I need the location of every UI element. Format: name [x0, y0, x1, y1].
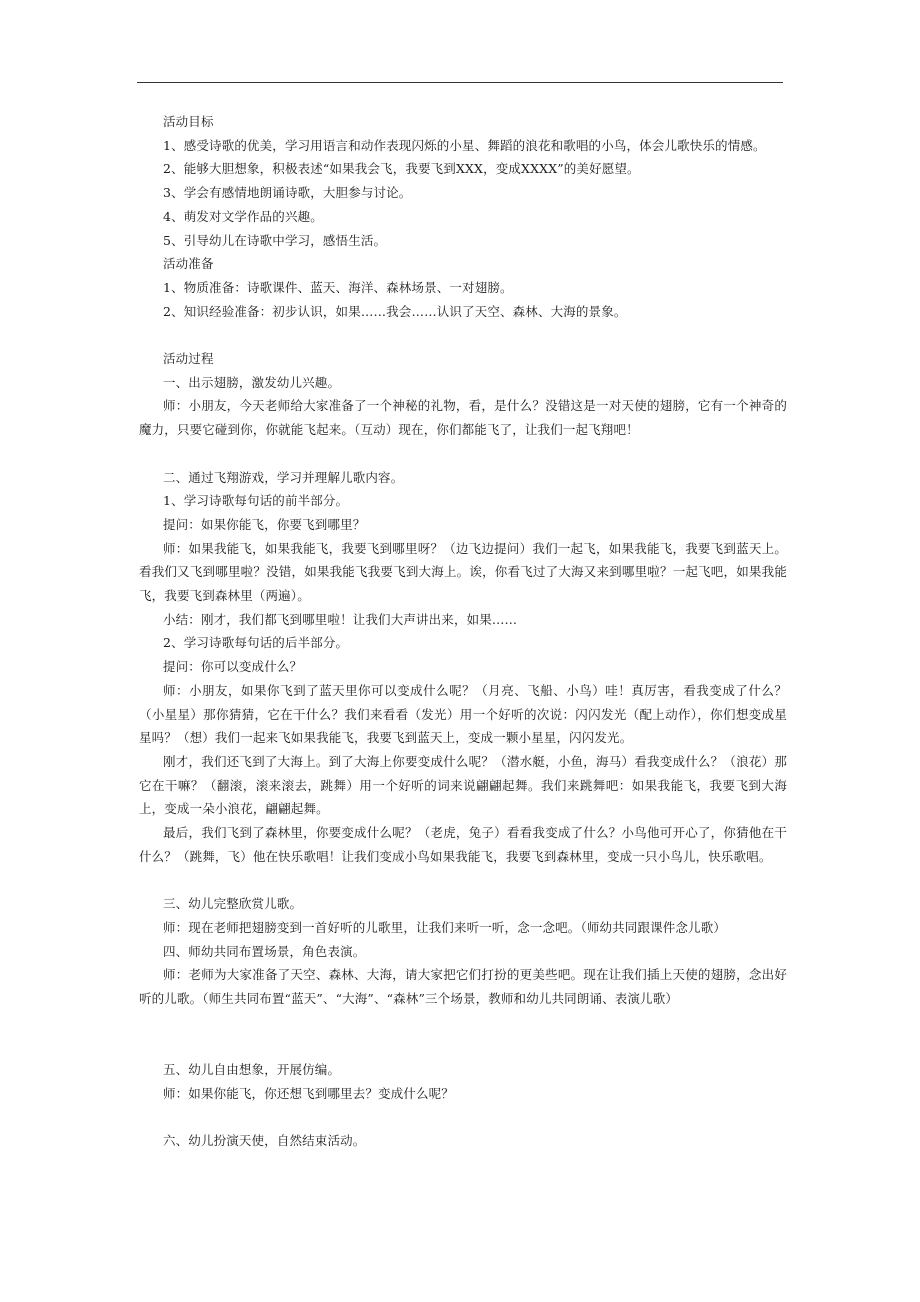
step1-title: 一、出示翅膀，激发幼儿兴趣。: [163, 374, 341, 390]
step4-title: 四、师幼共同布置场景，角色表演。: [163, 943, 366, 959]
process-heading: 活动过程: [163, 351, 214, 367]
goals-heading: 活动目标: [163, 114, 214, 129]
step3-title: 三、幼儿完整欣赏儿歌。: [163, 896, 303, 912]
step2-question1: 提问：如果你能飞，你要飞到哪里？: [163, 516, 366, 532]
prep-heading: 活动准备: [163, 256, 214, 272]
header-rule: [137, 82, 783, 83]
step1-paragraph: 师：小朋友，今天老师给大家准备了一个神秘的礼物，看，是什么？没错这是一对天使的翅膀，它有一个神奇的魔力，只要它碰到你，你就能飞起来。（互动）现在，你们都能飞了，让我们一起飞翔吧！: [139, 398, 787, 438]
prep-item-1: 1、物质准备：诗歌课件、蓝天、海洋、森林场景、一对翅膀。: [163, 279, 513, 295]
step4-paragraph: 师：老师为大家准备了天空、森林、大海，请大家把它们打扮的更美些吧。现在让我们插上天使的翅膀，念出好听的儿歌。（师生共同布置“蓝天”、“大海”、“森林”三个场景，教师和幼儿共同朗诵、表演儿歌）: [139, 967, 787, 1006]
step2-title: 二、通过飞翔游戏，学习并理解儿歌内容。: [163, 469, 404, 485]
step2-summary: 小结：刚才，我们都飞到哪里啦！让我们大声讲出来，如果……: [163, 611, 518, 627]
goal-item-1: 1、感受诗歌的优美，学习用语言和动作表现闪烁的小星、舞蹈的浪花和歌唱的小鸟，体会儿歌快乐的情感。: [163, 137, 766, 153]
step5-paragraph: 师：如果你能飞，你还想飞到哪里去？变成什么呢？: [163, 1085, 454, 1101]
prep-item-2: 2、知识经验准备：初步认识，如果……我会……认识了天空、森林、大海的景象。: [163, 303, 627, 319]
step5-title: 五、幼儿自由想象，开展仿编。: [163, 1062, 341, 1078]
step2-sub2: 2、学习诗歌每句话的后半部分。: [163, 635, 349, 651]
goal-item-2: 2、能够大胆想象，积极表述“如果我会飞，我要飞到XXX，变成XXXX”的美好愿望。: [163, 161, 640, 177]
goal-item-5: 5、引导幼儿在诗歌中学习，感悟生活。: [163, 232, 387, 248]
step2-paragraph4: 最后，我们飞到了森林里，你要变成什么呢？（老虎，兔子）看看我变成了什么？小鸟他可开心了，你猜他在干什么？（跳舞，飞）他在快乐歌唱！让我们变成小鸟如果我能飞，我要飞到森林里，变成一只小鸟儿，快乐歌唱。: [139, 825, 787, 864]
step2-sub1: 1、学习诗歌每句话的前半部分。: [163, 493, 349, 509]
goal-item-4: 4、萌发对文学作品的兴趣。: [163, 208, 323, 224]
step3-paragraph: 师：现在老师把翅膀变到一首好听的儿歌里，让我们来听一听，念一念吧。（师幼共同跟课件念儿歌）: [163, 919, 727, 935]
step2-paragraph2: 师：小朋友，如果你飞到了蓝天里你可以变成什么呢？（月亮、飞船、小鸟）哇！真厉害，看我变成了什么？（小星星）那你猜猜，它在干什么？我们来看看（发光）用一个好听的次说：闪闪发光（配上动作），你们想变成星星吗？（想）我们一起来飞如果我能飞，我要飞到蓝天上，变成一颗小星星，闪闪发光。: [139, 682, 787, 746]
step2-paragraph1: 师：如果我能飞，如果我能飞，我要飞到哪里呀？（边飞边提问）我们一起飞，如果我能飞，我要飞到蓝天上。看我们又飞到哪里啦？没错，如果我能飞我要飞到大海上。诶，你看飞过了大海又来到哪里啦？一起飞吧，如果我能飞，我要飞到森林里（两遍）。: [139, 540, 787, 604]
goal-item-3: 3、学会有感情地朗诵诗歌，大胆参与讨论。: [163, 185, 412, 201]
step2-question2: 提问：你可以变成什么？: [163, 659, 303, 675]
document-body: [139, 110, 787, 1153]
step6-title: 六、幼儿扮演天使，自然结束活动。: [163, 1133, 366, 1149]
step2-paragraph3: 刚才，我们还飞到了大海上。到了大海上你要变成什么呢？（潜水艇，小鱼，海马）看我变成什么？（浪花）那它在干嘛？（翻滚，滚来滚去，跳舞）用一个好听的词来说翩翩起舞。我们来跳舞吧：如果我能飞，我要飞到大海上，变成一朵小浪花，翩翩起舞。: [139, 753, 787, 817]
